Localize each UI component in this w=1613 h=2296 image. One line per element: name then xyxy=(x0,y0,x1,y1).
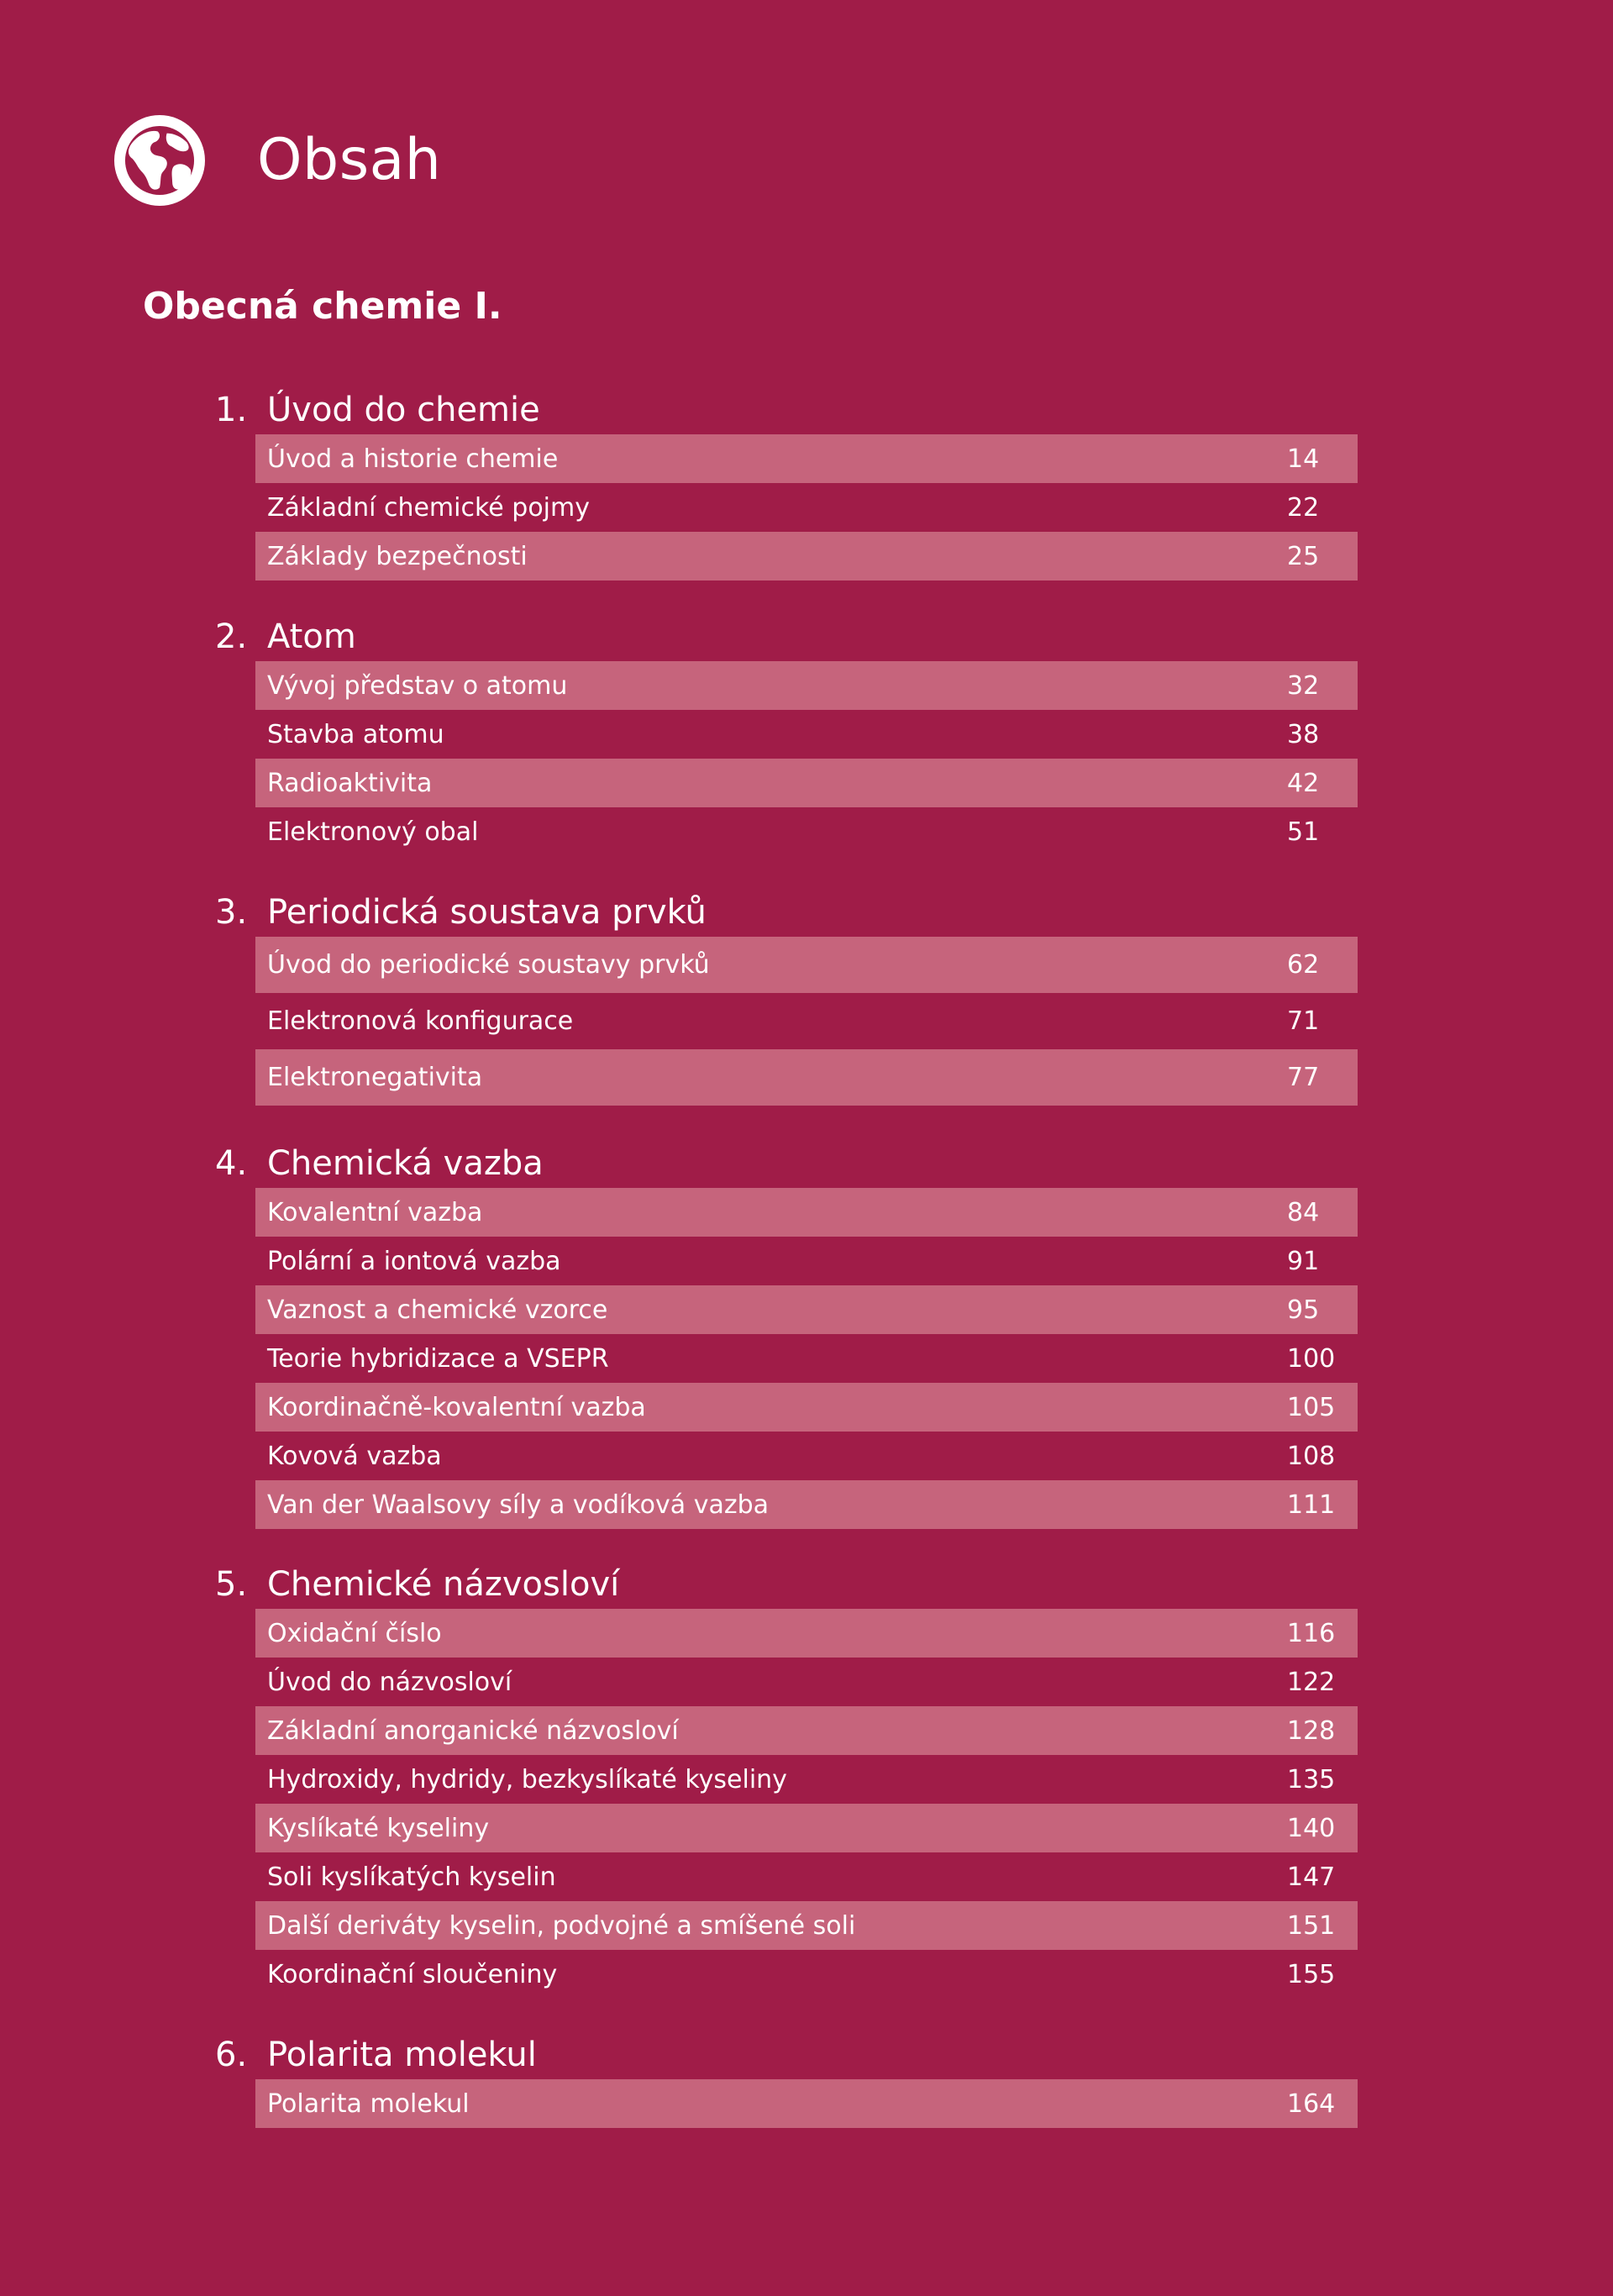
entry-label: Elektronová konfigurace xyxy=(267,1006,574,1036)
chapter-heading[interactable] xyxy=(215,2031,1358,2079)
entry-page: 14 xyxy=(1287,444,1320,474)
toc-entry[interactable] xyxy=(255,759,1358,807)
chapter-entries xyxy=(255,2079,1358,2128)
toc-entry[interactable] xyxy=(255,1237,1358,1285)
entry-page: 108 xyxy=(1287,1441,1336,1471)
chapter-3 xyxy=(215,888,1358,1106)
toc-entry[interactable] xyxy=(255,993,1358,1049)
chapter-title: Chemické názvosloví xyxy=(267,1565,620,1604)
page-title: Obsah xyxy=(257,127,442,193)
entry-page: 38 xyxy=(1287,719,1320,749)
chapter-number: 1. xyxy=(215,391,248,429)
entry-page: 51 xyxy=(1287,817,1320,847)
chapter-heading[interactable] xyxy=(215,888,1358,937)
toc-entry[interactable] xyxy=(255,532,1358,581)
entry-page: 91 xyxy=(1287,1246,1320,1276)
chapter-2 xyxy=(215,612,1358,856)
entry-page: 116 xyxy=(1287,1618,1336,1648)
chapter-5 xyxy=(215,1560,1358,1999)
entry-label: Radioaktivita xyxy=(267,768,433,798)
chapter-heading[interactable] xyxy=(215,1139,1358,1188)
entry-page: 42 xyxy=(1287,768,1320,798)
chapter-title: Chemická vazba xyxy=(267,1144,544,1183)
chapter-number: 5. xyxy=(215,1565,248,1604)
toc-entry[interactable] xyxy=(255,1285,1358,1334)
toc-entry[interactable] xyxy=(255,807,1358,856)
chapter-entries xyxy=(255,1188,1358,1529)
entry-label: Van der Waalsovy síly a vodíková vazba xyxy=(267,1490,770,1520)
entry-page: 25 xyxy=(1287,541,1320,571)
chapter-number: 4. xyxy=(215,1144,248,1183)
toc-entry[interactable] xyxy=(255,1049,1358,1106)
entry-page: 62 xyxy=(1287,950,1320,980)
chapter-4 xyxy=(215,1139,1358,1529)
entry-page: 151 xyxy=(1287,1910,1336,1941)
entry-label: Kyslíkaté kyseliny xyxy=(267,1813,490,1843)
entry-label: Úvod a historie chemie xyxy=(267,444,559,474)
toc-entry[interactable] xyxy=(255,1188,1358,1237)
entry-label: Úvod do periodické soustavy prvků xyxy=(267,950,710,980)
entry-label: Koordinační sloučeniny xyxy=(267,1959,558,1989)
entry-label: Základy bezpečnosti xyxy=(267,541,528,571)
entry-label: Základní anorganické názvosloví xyxy=(267,1715,679,1746)
chapter-6 xyxy=(215,2031,1358,2128)
toc-entry[interactable] xyxy=(255,2079,1358,2128)
entry-label: Kovalentní vazba xyxy=(267,1197,483,1227)
toc-entry[interactable] xyxy=(255,1804,1358,1852)
chapter-title: Polarita molekul xyxy=(267,2036,537,2074)
toc-entry[interactable] xyxy=(255,434,1358,483)
chapter-1 xyxy=(215,386,1358,581)
entry-label: Oxidační číslo xyxy=(267,1618,442,1648)
entry-label: Úvod do názvosloví xyxy=(267,1667,512,1697)
entry-label: Polární a iontová vazba xyxy=(267,1246,561,1276)
toc-entry[interactable] xyxy=(255,1383,1358,1432)
entry-page: 135 xyxy=(1287,1764,1336,1794)
entry-page: 100 xyxy=(1287,1343,1336,1374)
toc-entry[interactable] xyxy=(255,661,1358,710)
chapter-heading[interactable] xyxy=(215,386,1358,434)
toc-entry[interactable] xyxy=(255,1950,1358,1999)
entry-label: Základní chemické pojmy xyxy=(267,492,590,523)
page-header xyxy=(114,115,441,206)
entry-page: 77 xyxy=(1287,1063,1320,1092)
chapter-number: 6. xyxy=(215,2036,248,2074)
chapter-entries xyxy=(255,661,1358,856)
entry-label: Stavba atomu xyxy=(267,719,444,749)
entry-page: 164 xyxy=(1287,2088,1336,2119)
entry-page: 105 xyxy=(1287,1392,1336,1422)
toc-entry[interactable] xyxy=(255,1901,1358,1950)
toc-entry[interactable] xyxy=(255,1334,1358,1383)
entry-label: Kovová vazba xyxy=(267,1441,442,1471)
part-title: Obecná chemie I. xyxy=(143,285,502,328)
chapter-heading[interactable] xyxy=(215,612,1358,661)
toc-entry[interactable] xyxy=(255,1658,1358,1706)
entry-label: Další deriváty kyselin, podvojné a smíšené soli xyxy=(267,1910,856,1941)
chapter-title: Úvod do chemie xyxy=(267,391,540,429)
entry-label: Polarita molekul xyxy=(267,2088,470,2119)
chapter-heading[interactable] xyxy=(215,1560,1358,1609)
entry-page: 32 xyxy=(1287,670,1320,701)
chapter-entries xyxy=(255,434,1358,581)
entry-page: 147 xyxy=(1287,1862,1336,1892)
toc-entry[interactable] xyxy=(255,1706,1358,1755)
entry-label: Vývoj představ o atomu xyxy=(267,670,568,701)
entry-label: Teorie hybridizace a VSEPR xyxy=(267,1343,609,1374)
chapter-entries xyxy=(255,1609,1358,1999)
chapter-number: 3. xyxy=(215,893,248,932)
entry-page: 155 xyxy=(1287,1959,1336,1989)
toc-entry[interactable] xyxy=(255,1480,1358,1529)
chapter-title: Atom xyxy=(267,617,356,656)
entry-page: 84 xyxy=(1287,1197,1320,1227)
entry-label: Vaznost a chemické vzorce xyxy=(267,1295,608,1325)
toc-entry[interactable] xyxy=(255,1432,1358,1480)
entry-label: Soli kyslíkatých kyselin xyxy=(267,1862,556,1892)
entry-page: 122 xyxy=(1287,1667,1336,1697)
toc-entry[interactable] xyxy=(255,1609,1358,1658)
chapter-title: Periodická soustava prvků xyxy=(267,893,707,932)
entry-page: 111 xyxy=(1287,1490,1336,1520)
toc-entry[interactable] xyxy=(255,1852,1358,1901)
toc-entry[interactable] xyxy=(255,1755,1358,1804)
entry-page: 128 xyxy=(1287,1715,1336,1746)
chapter-entries xyxy=(255,937,1358,1106)
toc-entry[interactable] xyxy=(255,710,1358,759)
toc-entry[interactable] xyxy=(255,937,1358,993)
entry-page: 95 xyxy=(1287,1295,1320,1325)
toc-entry[interactable] xyxy=(255,483,1358,532)
entry-label: Hydroxidy, hydridy, bezkyslíkaté kyseliny xyxy=(267,1764,787,1794)
entry-label: Koordinačně-kovalentní vazba xyxy=(267,1392,646,1422)
entry-page: 71 xyxy=(1287,1006,1320,1036)
entry-label: Elektronový obal xyxy=(267,817,479,847)
entry-page: 140 xyxy=(1287,1813,1336,1843)
globe-icon xyxy=(114,115,205,206)
entry-page: 22 xyxy=(1287,492,1320,523)
entry-label: Elektronegativita xyxy=(267,1063,483,1092)
chapter-number: 2. xyxy=(215,617,248,656)
